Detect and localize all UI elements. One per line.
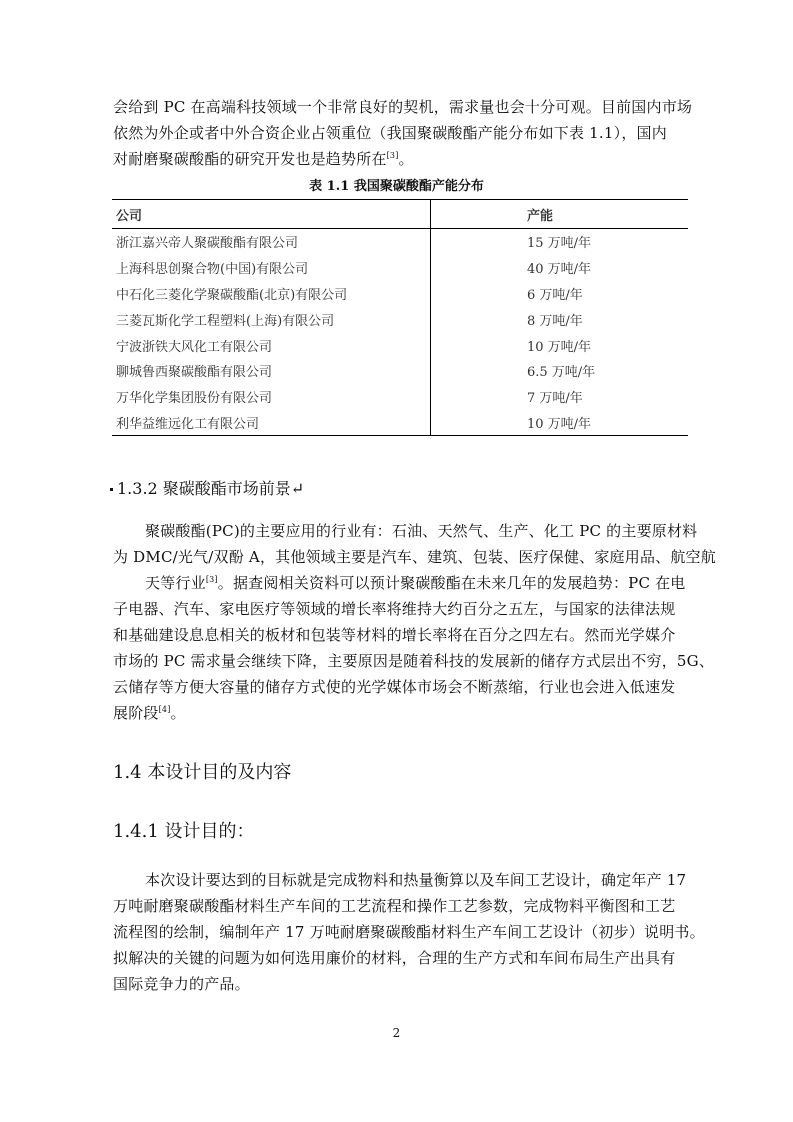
paragraph-line: 为 DMC/光气/双酚 A，其他领域主要是汽车、建筑、包装、医疗保健、家庭用品、航空航	[113, 548, 716, 566]
paragraph-text: 。	[170, 704, 186, 722]
capacity-cell: 6.5 万吨/年	[527, 365, 596, 381]
paragraph-text: 展阶段	[113, 704, 159, 722]
section-heading-1-4: 1.4 本设计目的及内容	[113, 762, 292, 783]
paragraph-line	[113, 702, 186, 723]
paragraph-line: 拟解决的关键的问题为如何选用廉价的材料，合理的生产方式和车间布局生产出具有	[113, 949, 676, 967]
table-caption: 表 1.1 我国聚碳酸酯产能分布	[309, 179, 484, 194]
paragraph-line: 流程图的绘制，编制年产 17 万吨耐磨聚碳酸酯材料生产车间工艺设计（初步）说明书。	[113, 923, 705, 941]
table-row	[112, 358, 688, 384]
paragraph-line: 子电器、汽车、家电医疗等领域的增长率将维持大约百分之五左，与国家的法律法规	[113, 600, 676, 618]
table-row	[112, 306, 688, 332]
company-cell: 利华益维远化工有限公司	[112, 410, 431, 436]
company-cell: 宁波浙铁大风化工有限公司	[112, 332, 431, 358]
paragraph-text: 。据查阅相关资料可以预计聚碳酸酯在未来几年的发展趋势：PC 在电	[217, 574, 686, 592]
capacity-cell: 40 万吨/年	[527, 262, 592, 278]
paragraph-line: 会给到 PC 在高端科技领域一个非常良好的契机，需求量也会十分可观。目前国内市场	[113, 98, 693, 116]
section-heading-1-4-1: 1.4.1 设计目的：	[113, 821, 255, 842]
table-row	[112, 229, 688, 255]
table-row	[112, 384, 688, 410]
capacity-table	[112, 199, 688, 436]
paragraph-line	[113, 148, 414, 169]
table-row	[112, 281, 688, 307]
paragraph-line: 市场的 PC 需求量会继续下降，主要原因是随着科技的发展新的储存方式层出不穷，5G、	[113, 652, 715, 670]
capacity-cell: 6 万吨/年	[527, 287, 583, 303]
table-row	[112, 410, 688, 436]
capacity-cell: 15 万吨/年	[527, 236, 592, 252]
paragraph-line: 国际竞争力的产品。	[113, 975, 250, 993]
company-cell: 聊城鲁西聚碳酸酯有限公司	[112, 358, 431, 384]
capacity-cell: 10 万吨/年	[527, 339, 592, 355]
paragraph-text: 天等行业	[145, 574, 206, 592]
company-cell: 浙江嘉兴帝人聚碳酸酯有限公司	[112, 229, 431, 255]
table-row	[112, 332, 688, 358]
paragraph-line: 本次设计要达到的目标就是完成物料和热量衡算以及车间工艺设计，确定年产 17	[145, 871, 687, 889]
paragraph-line: 万吨耐磨聚碳酸酯材料生产车间的工艺流程和操作工艺参数，完成物料平衡图和工艺	[113, 897, 676, 915]
paragraph-line: 依然为外企或者中外合资企业占领重位（我国聚碳酸酯产能分布如下表 1.1），国内	[113, 124, 667, 142]
paragraph-mark-icon	[110, 488, 113, 491]
citation-ref: [4]	[158, 705, 171, 714]
column-header-capacity: 产能	[431, 200, 689, 229]
citation-ref: [3]	[205, 575, 218, 584]
column-header-company: 公司	[112, 200, 431, 229]
paragraph-text: 。	[398, 150, 414, 168]
company-cell: 三菱瓦斯化学工程塑料(上海)有限公司	[112, 306, 431, 332]
citation-ref: [3]	[386, 151, 399, 160]
company-cell: 中石化三菱化学聚碳酸酯(北京)有限公司	[112, 281, 431, 307]
company-cell: 万华化学集团股份有限公司	[112, 384, 431, 410]
paragraph-line: 和基础建设息息相关的板材和包装等材料的增长率将在百分之四左右。然而光学媒介	[113, 626, 676, 644]
section-heading-1-3-2	[110, 476, 304, 499]
table-row	[112, 255, 688, 281]
paragraph-text: 对耐磨聚碳酸酯的研究开发也是趋势所在	[113, 150, 387, 168]
heading-text: 1.3.2 聚碳酸酯市场前景↵	[117, 479, 305, 498]
page-number: 2	[392, 1026, 401, 1040]
paragraph-line: 聚碳酸酯(PC)的主要应用的行业有：石油、天然气、生产、化工 PC 的主要原材料	[145, 522, 698, 540]
capacity-cell: 7 万吨/年	[527, 391, 583, 407]
table-header-row	[112, 200, 688, 229]
company-cell: 上海科思创聚合物(中国)有限公司	[112, 255, 431, 281]
paragraph-line: 云储存等方便大容量的储存方式使的光学媒体市场会不断蒸缩，行业也会进入低速发	[113, 678, 676, 696]
paragraph-line	[145, 572, 686, 593]
capacity-cell: 10 万吨/年	[431, 410, 689, 436]
capacity-cell: 8 万吨/年	[527, 313, 583, 329]
